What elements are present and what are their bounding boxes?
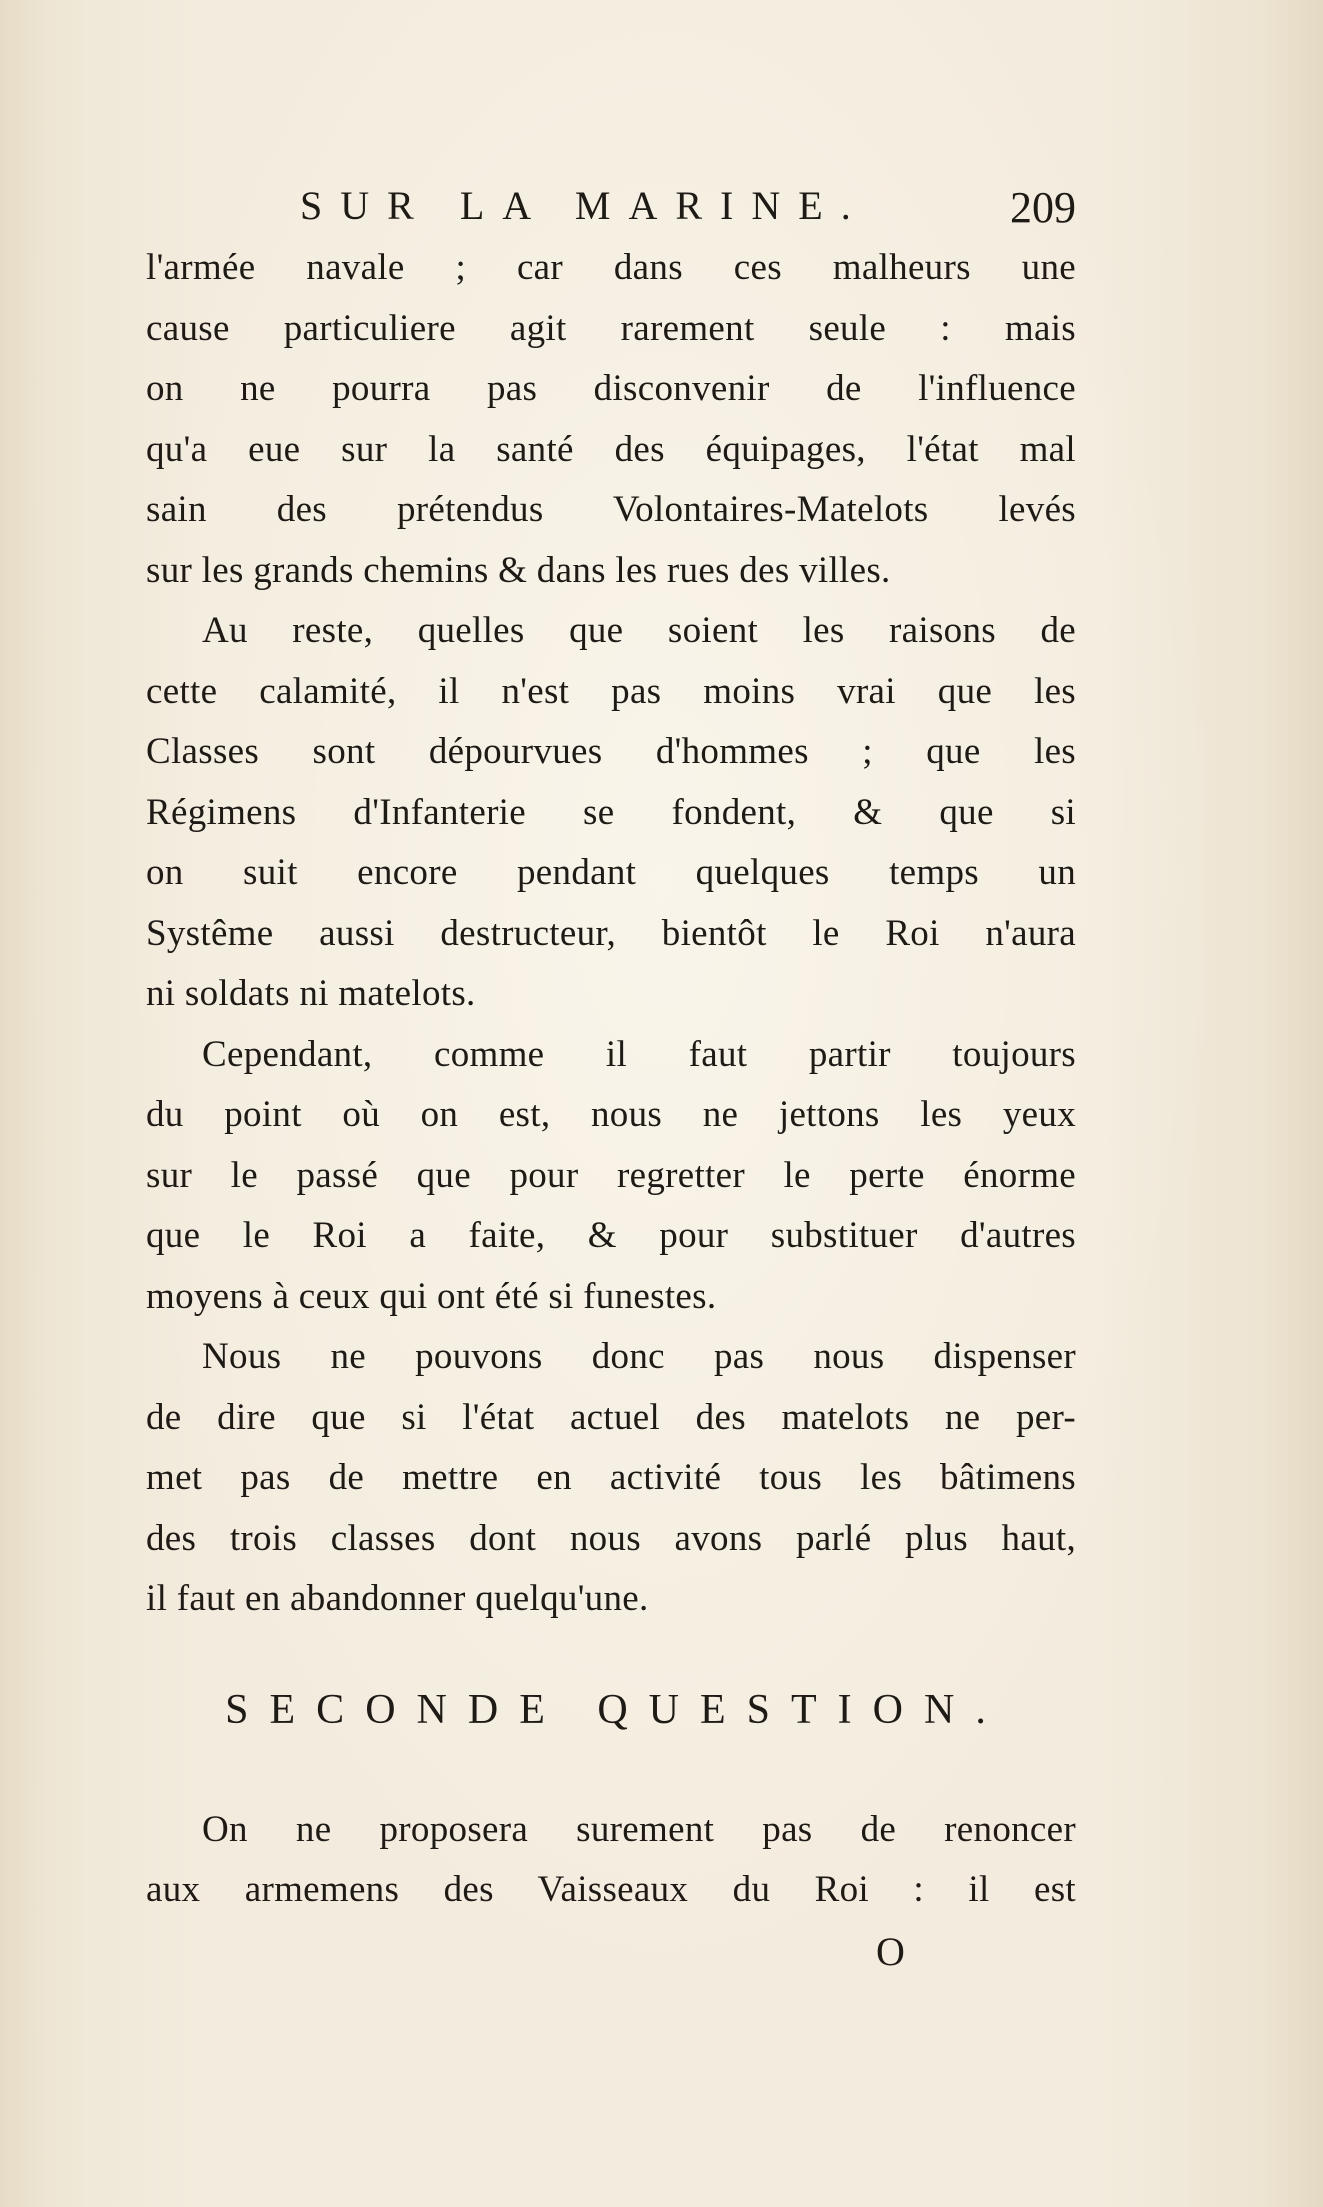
text-line: aux armemens des Vaisseaux du Roi : il est <box>146 1869 1076 1910</box>
text-line: sur le passé que pour regretter le perte énorme <box>146 1154 1076 1196</box>
text-line: sain des prétendus Volontaires-Matelots levés <box>146 489 1076 530</box>
text-line: Cependant, comme il faut partir toujours <box>202 1033 1076 1075</box>
text-line: Systême aussi destructeur, bientôt le Roi n'aura <box>146 912 1076 954</box>
text-line: des trois classes dont nous avons parlé plus haut, <box>146 1517 1076 1559</box>
text-line: il faut en abandonner quelqu'une. <box>146 1578 649 1619</box>
text-line: met pas de mettre en activité tous les bâtimens <box>146 1457 1076 1498</box>
section-body-text <box>146 1800 1076 1921</box>
body-text <box>146 238 1076 1630</box>
text-line: l'armée navale ; car dans ces malheurs une <box>146 247 1076 288</box>
text-line: sur les grands chemins & dans les rues des villes. <box>146 549 891 591</box>
text-line: cette calamité, il n'est pas moins vrai que les <box>146 670 1076 712</box>
text-line: moyens à ceux qui ont été si funestes. <box>146 1275 717 1317</box>
text-line: qu'a eue sur la santé des équipages, l'état mal <box>146 428 1076 470</box>
text-line: cause particuliere agit rarement seule : mais <box>146 307 1076 349</box>
section-heading: SECONDE QUESTION. <box>225 1686 1007 1733</box>
text-line: ni soldats ni matelots. <box>146 973 476 1014</box>
text-line: du point où on est, nous ne jettons les yeux <box>146 1094 1076 1135</box>
text-line: Nous ne pouvons donc pas nous dispenser <box>202 1336 1076 1377</box>
running-head <box>146 168 1076 238</box>
text-block <box>146 168 1076 1921</box>
signature-mark: O <box>876 1929 905 1974</box>
text-line: on ne pourra pas disconvenir de l'influence <box>146 368 1076 409</box>
text-line: de dire que si l'état actuel des matelots ne per- <box>146 1396 1076 1438</box>
text-line: on suit encore pendant quelques temps un <box>146 852 1076 893</box>
text-line: Classes sont dépourvues d'hommes ; que les <box>146 731 1076 772</box>
page-number: 209 <box>1010 183 1076 232</box>
text-line: que le Roi a faite, & pour substituer d'autres <box>146 1215 1076 1256</box>
text-line: Régimens d'Infanterie se fondent, & que si <box>146 791 1076 833</box>
text-line: On ne proposera surement pas de renoncer <box>202 1808 1076 1850</box>
running-head-title: SUR LA MARINE. <box>300 183 869 228</box>
spacer <box>146 1750 1076 1800</box>
text-line: Au reste, quelles que soient les raisons de <box>202 610 1076 651</box>
